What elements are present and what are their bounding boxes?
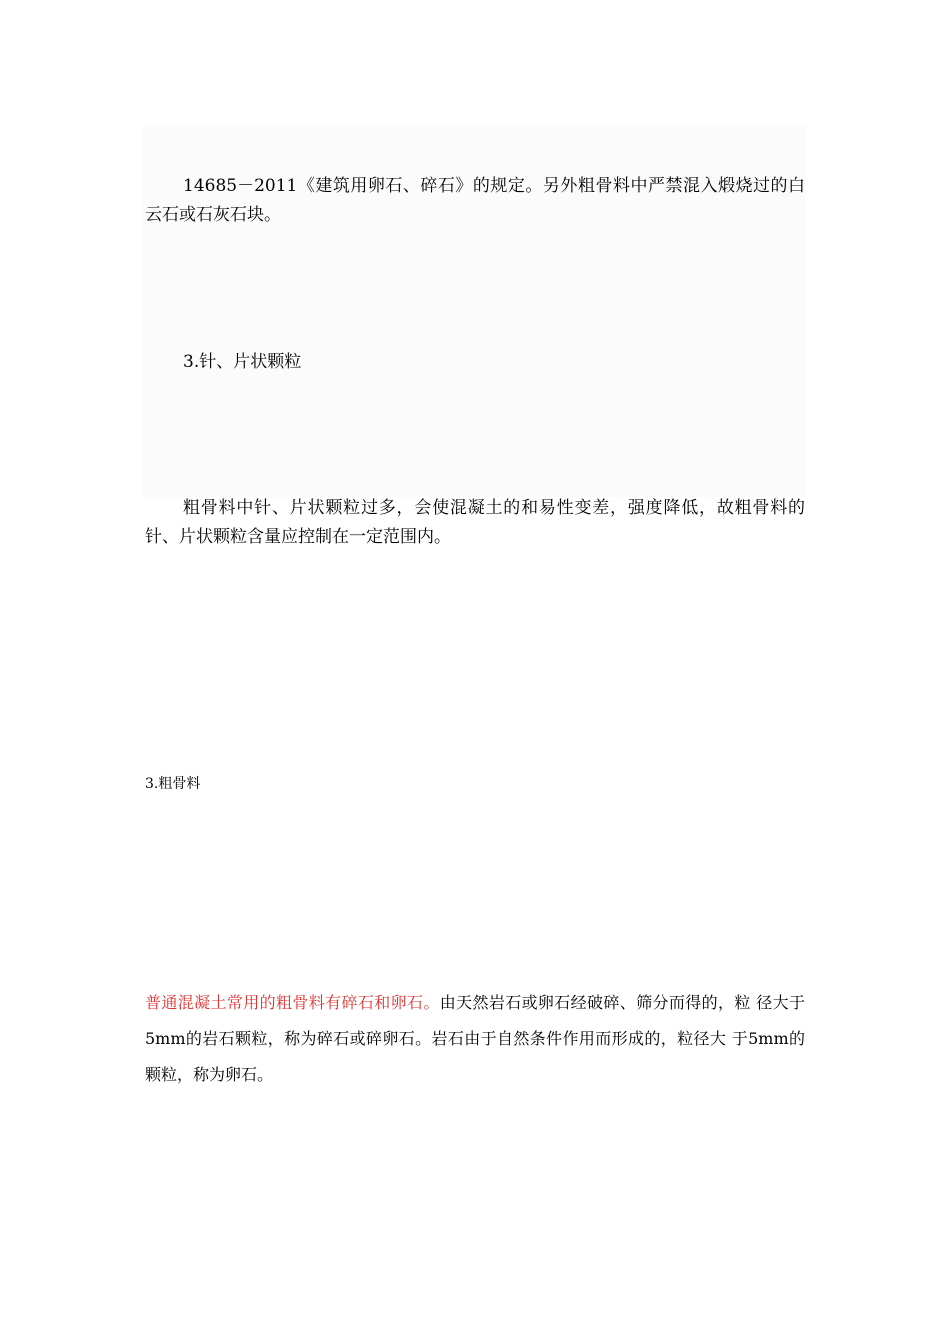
section-heading-coarse-aggregate: 3.粗骨料: [145, 776, 201, 792]
body-text: 由天然岩石或卵石经破碎、筛分而得的，粒 径大于5mm的岩石颗粒，称为碎石或碎卵石。岩石由于自然条件作用而形成的，粒径大 于5mm的颗粒，称为卵石。: [145, 993, 805, 1084]
section-heading-needle-flaky-particles: 3.针、片状颗粒: [183, 352, 302, 372]
paragraph-coarse-aggregate: [145, 985, 805, 1093]
paragraph-needle-flaky-particles: 粗骨料中针、片状颗粒过多，会使混凝土的和易性变差，强度降低，故粗骨料的针、片状颗粒含量应控制在一定范围内。: [145, 498, 805, 547]
highlighted-text: 普通混凝土常用的粗骨料有碎石和卵石。: [145, 993, 440, 1012]
paragraph-standard-reference: 14685－2011《建筑用卵石、碎石》的规定。另外粗骨料中严禁混入煅烧过的白云石或石灰石块。: [145, 176, 805, 225]
